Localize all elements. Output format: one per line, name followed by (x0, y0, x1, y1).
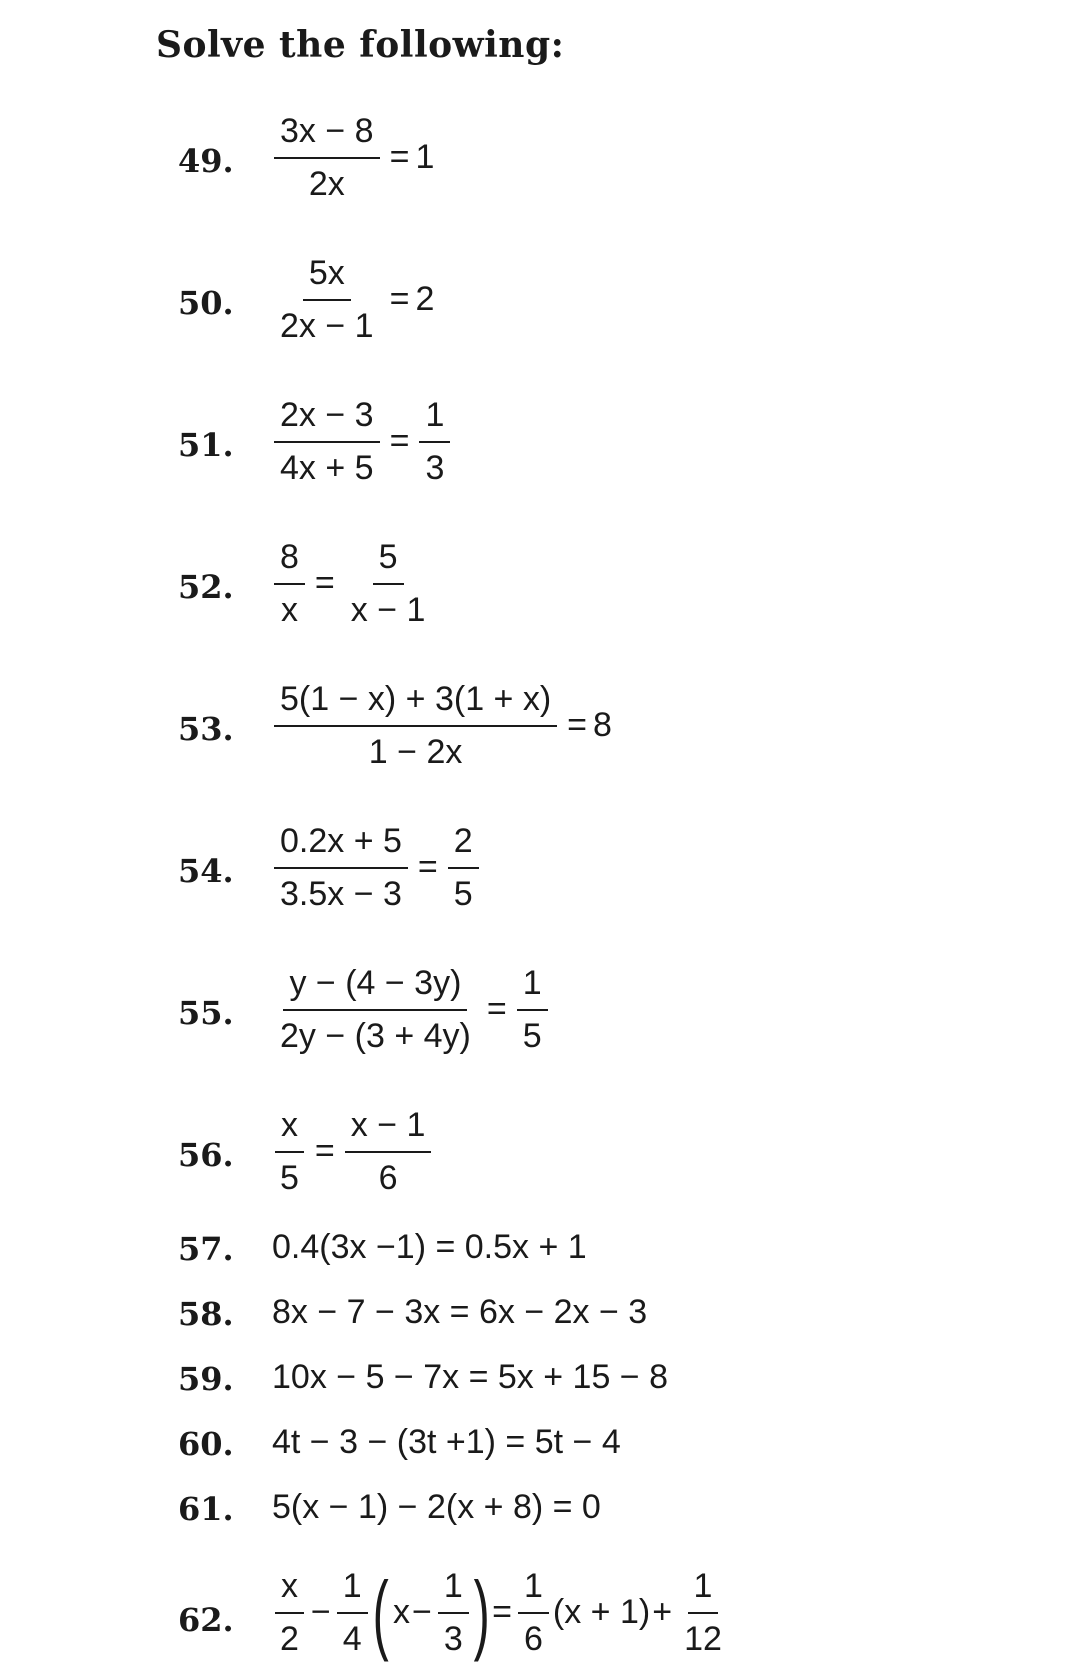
plus-sign: + (652, 1593, 673, 1631)
problem-number: 49. (178, 142, 234, 180)
problem-number: 59. (178, 1360, 234, 1398)
numerator: y − (4 − 3y) (283, 962, 467, 1011)
minus-sign: − (310, 1593, 331, 1631)
rhs-value: 8 (593, 706, 612, 744)
denominator: 3.5x − 3 (280, 874, 402, 913)
numerator: 1 (438, 1565, 469, 1614)
numerator: 8 (274, 536, 305, 585)
denominator: 6 (523, 1619, 543, 1658)
close-paren: ) (473, 1562, 490, 1662)
equals-sign: = (389, 422, 410, 460)
equals-sign: = (486, 990, 507, 1028)
denominator: x − 1 (350, 590, 426, 629)
equals-sign: = (567, 706, 588, 744)
numerator: x − 1 (345, 1104, 432, 1153)
numerator: 3x − 8 (274, 110, 380, 159)
numerator: x (275, 1565, 304, 1614)
equals-sign: = (389, 138, 410, 176)
equation: 4t − 3 − (3t +1) = 5t − 4 (272, 1423, 621, 1461)
equals-sign: = (492, 1593, 512, 1631)
denominator: x (280, 590, 298, 629)
fraction (274, 962, 477, 1057)
denominator: 3 (443, 1619, 463, 1658)
denominator: 2x − 1 (280, 306, 374, 345)
problem-number: 54. (178, 852, 234, 890)
equation (270, 820, 483, 915)
denominator: 5 (522, 1016, 542, 1055)
denominator: 6 (378, 1158, 398, 1197)
equation (270, 1562, 732, 1662)
numerator: 1 (518, 1565, 549, 1614)
rhs-value: 1 (415, 138, 435, 176)
numerator: 5(1 − x) + 3(1 + x) (274, 678, 557, 727)
numerator: 1 (517, 962, 548, 1011)
denominator: 5 (280, 1158, 299, 1197)
paren-group: (x + 1) (552, 1593, 651, 1631)
equals-sign: = (417, 848, 438, 886)
fraction (274, 110, 380, 205)
numerator: 2 (448, 820, 479, 869)
numerator: 2x − 3 (274, 394, 380, 443)
denominator: 1 − 2x (368, 732, 463, 771)
equation (270, 110, 434, 205)
numerator: 5x (303, 252, 351, 301)
equation (270, 962, 552, 1057)
fraction (274, 1104, 305, 1199)
equation (270, 536, 435, 631)
equation: 5(x − 1) − 2(x + 8) = 0 (272, 1488, 601, 1526)
page-title: Solve the following: (156, 24, 565, 66)
problem-number: 56. (178, 1136, 234, 1174)
fraction (518, 1565, 549, 1660)
fraction (274, 678, 557, 773)
problem-number: 60. (178, 1425, 234, 1463)
denominator: 2y − (3 + 4y) (280, 1016, 471, 1055)
fraction (274, 820, 408, 915)
denominator: 5 (453, 874, 473, 913)
fraction (517, 962, 548, 1057)
fraction (274, 252, 380, 347)
fraction (274, 536, 305, 631)
denominator: 4x + 5 (280, 448, 374, 487)
problem-number: 52. (178, 568, 234, 606)
fraction (419, 394, 450, 489)
equals-sign: = (314, 564, 335, 602)
fraction (274, 1565, 305, 1660)
equation: 10x − 5 − 7x = 5x + 15 − 8 (272, 1358, 669, 1396)
problem-number: 55. (178, 994, 234, 1032)
numerator: 1 (688, 1565, 719, 1614)
problem-number: 58. (178, 1295, 234, 1333)
fraction (274, 394, 380, 489)
denominator: 4 (342, 1619, 362, 1658)
problem-number: 51. (178, 426, 234, 464)
denominator: 12 (684, 1619, 722, 1658)
inner-variable: x (393, 1593, 411, 1631)
problem-number: 62. (178, 1601, 234, 1639)
equals-sign: = (314, 1132, 335, 1170)
numerator: 1 (419, 394, 450, 443)
denominator: 3 (425, 448, 445, 487)
equation (270, 1104, 435, 1199)
equation: 8x − 7 − 3x = 6x − 2x − 3 (272, 1293, 648, 1331)
minus-sign: − (412, 1593, 432, 1631)
fraction (337, 1565, 368, 1660)
numerator: 0.2x + 5 (274, 820, 408, 869)
denominator: 2 (280, 1619, 299, 1658)
problem-number: 53. (178, 710, 234, 748)
equation (270, 394, 454, 489)
numerator: 5 (373, 536, 404, 585)
problem-number: 61. (178, 1490, 234, 1528)
problem-number: 57. (178, 1230, 234, 1268)
open-paren: ( (372, 1562, 389, 1662)
fraction (345, 536, 432, 631)
equals-sign: = (389, 280, 410, 318)
numerator: 1 (337, 1565, 368, 1614)
denominator: 2x (308, 164, 345, 203)
fraction (345, 1104, 432, 1199)
equation: 0.4(3x −1) = 0.5x + 1 (272, 1228, 587, 1266)
equation (270, 678, 612, 773)
rhs-value: 2 (415, 280, 435, 318)
fraction (678, 1565, 728, 1660)
fraction (438, 1565, 469, 1660)
fraction (448, 820, 479, 915)
equation (270, 252, 434, 347)
numerator: x (275, 1104, 304, 1153)
problem-number: 50. (178, 284, 234, 322)
